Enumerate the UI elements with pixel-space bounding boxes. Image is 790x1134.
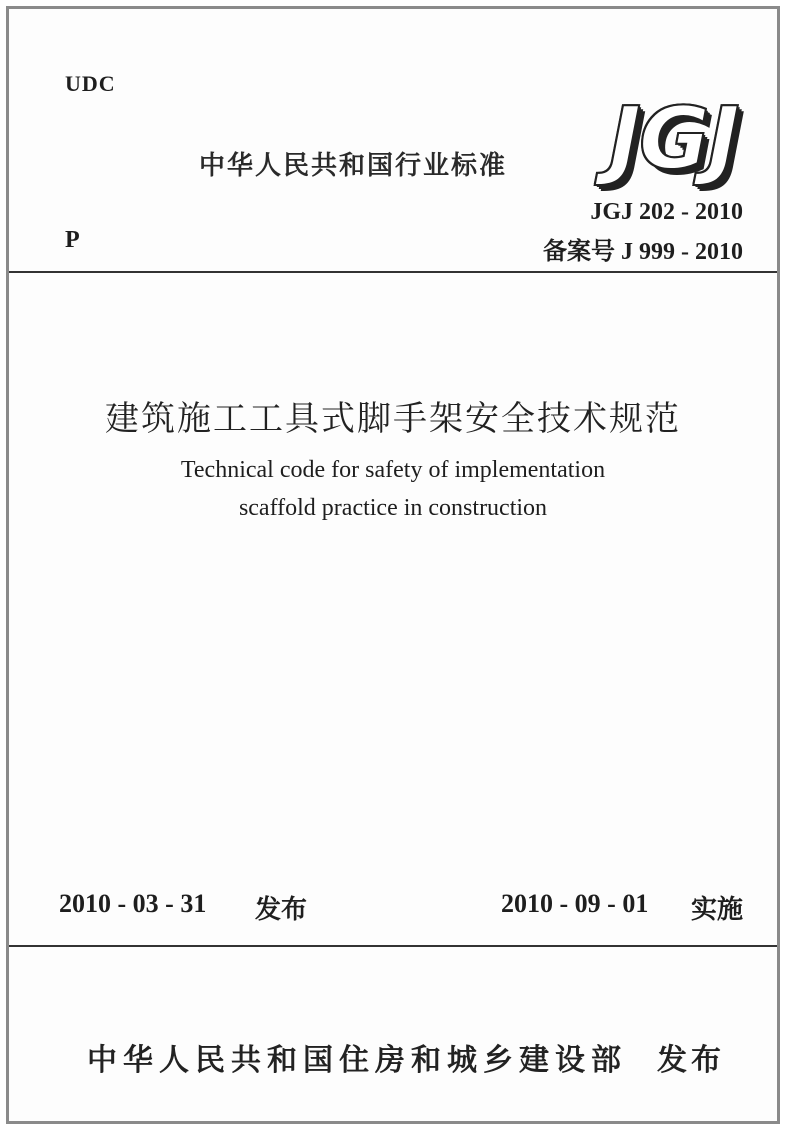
implement-label: 实施: [691, 895, 744, 924]
issue-label: 发布: [255, 895, 308, 924]
industry-standard-heading: 中华人民共和国行业标准: [199, 151, 508, 181]
udc-label: UDC: [65, 71, 116, 96]
header-divider: [9, 271, 777, 273]
standard-cover: [6, 6, 780, 1124]
record-number: 备案号 J 999 - 2010: [543, 239, 743, 265]
classification-code: P: [65, 227, 80, 253]
title-english-line2: scaffold practice in construction: [238, 495, 548, 521]
jgj-logo: JGJ: [609, 89, 738, 189]
publisher: 中华人民共和国住房和城乡建设部: [87, 1043, 627, 1078]
title-chinese: 建筑施工工具式脚手架安全技术规范: [105, 401, 681, 438]
standard-code: JGJ 202 - 2010: [590, 199, 743, 225]
title-english-line1: Technical code for safety of implementation: [180, 457, 606, 483]
issue-date: 2010 - 03 - 31: [59, 889, 207, 918]
publisher-label: 发布: [657, 1043, 725, 1078]
footer-divider: [9, 945, 777, 947]
implement-date: 2010 - 09 - 01: [501, 889, 649, 918]
